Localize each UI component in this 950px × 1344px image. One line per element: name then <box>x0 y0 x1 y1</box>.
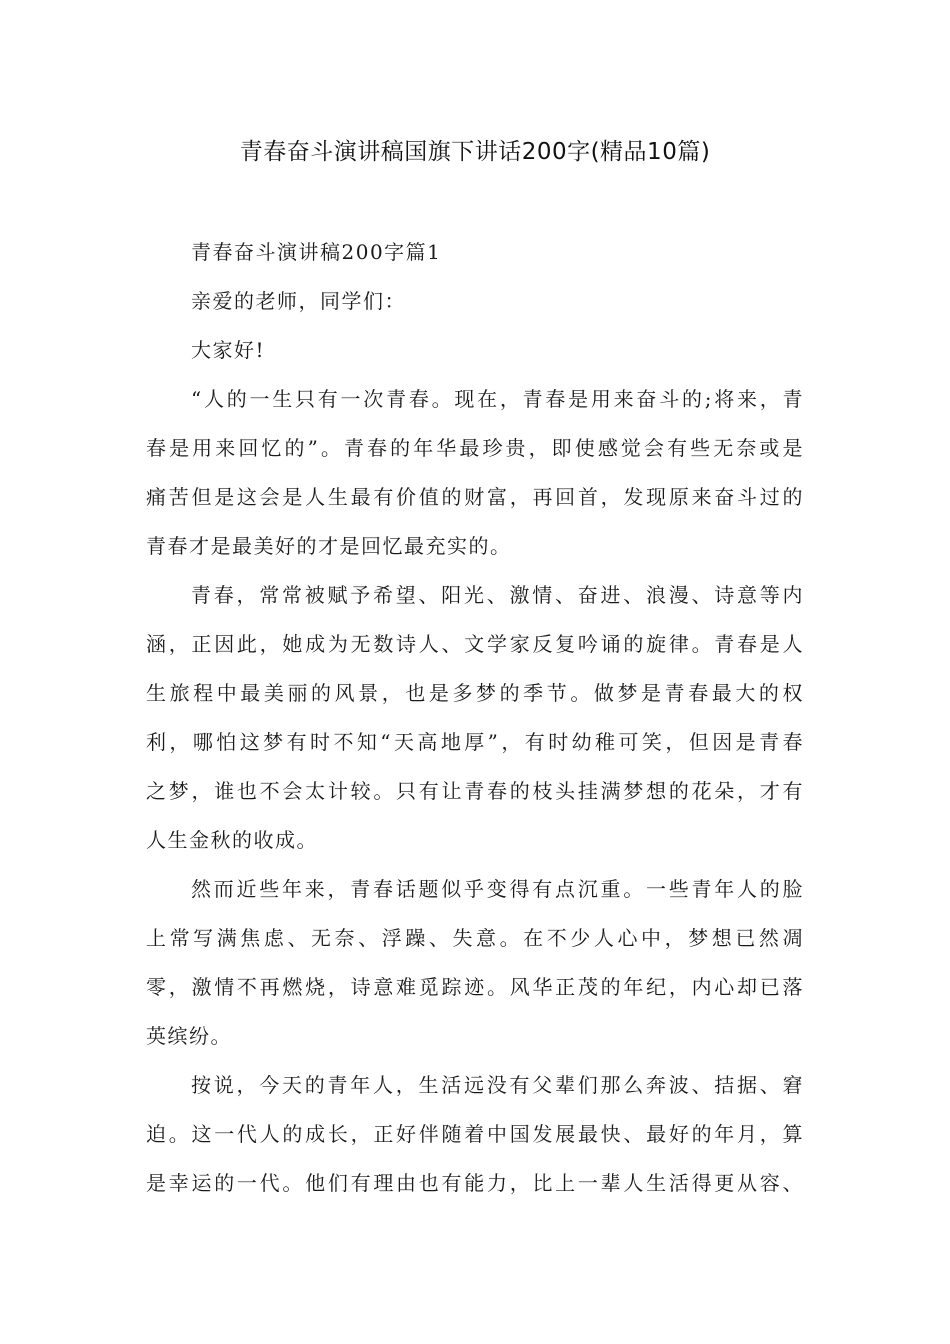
text-line: 涵，正因此，她成为无数诗人、文学家反复吟诵的旋律。青春是人 <box>146 632 804 656</box>
paragraph <box>146 228 804 277</box>
document-body <box>146 228 804 1208</box>
text-line: 然而近些年来，青春话题似乎变得有点沉重。一些青年人的脸 <box>191 877 804 901</box>
paragraph <box>146 571 804 865</box>
text-line: 利，哪怕这梦有时不知“天高地厚”，有时幼稚可笑，但因是青春 <box>146 730 804 754</box>
paragraph <box>146 865 804 1061</box>
text-line: 上常写满焦虑、无奈、浮躁、失意。在不少人心中，梦想已然凋 <box>146 926 804 950</box>
paragraph <box>146 1061 804 1208</box>
text-line: 按说，今天的青年人，生活远没有父辈们那么奔波、拮据、窘 <box>191 1073 804 1097</box>
paragraph <box>146 277 804 326</box>
text-line: 英缤纷。 <box>146 1024 232 1048</box>
text-line: 是幸运的一代。他们有理由也有能力，比上一辈人生活得更从容、 <box>146 1171 804 1195</box>
text-line: 痛苦但是这会是人生最有价值的财富，再回首，发现原来奋斗过的 <box>146 485 804 509</box>
text-line: “人的一生只有一次青春。现在，青春是用来奋斗的;将来，青 <box>191 387 804 411</box>
text-line: 之梦，谁也不会太计较。只有让青春的枝头挂满梦想的花朵，才有 <box>146 779 804 803</box>
text-line: 大家好! <box>191 338 266 362</box>
paragraph <box>146 326 804 375</box>
text-line: 生旅程中最美丽的风景，也是多梦的季节。做梦是青春最大的权 <box>146 681 804 705</box>
document-title: 青春奋斗演讲稿国旗下讲话200字(精品10篇) <box>239 139 711 165</box>
text-line: 青春奋斗演讲稿200字篇1 <box>191 240 442 264</box>
text-line: 春是用来回忆的”。青春的年华最珍贵，即使感觉会有些无奈或是 <box>146 436 804 460</box>
text-line: 青春才是最美好的才是回忆最充实的。 <box>146 534 512 558</box>
text-line: 青春，常常被赋予希望、阳光、激情、奋进、浪漫、诗意等内 <box>191 583 804 607</box>
text-line: 零，激情不再燃烧，诗意难觅踪迹。风华正茂的年纪，内心却已落 <box>146 975 804 999</box>
paragraph <box>146 375 804 571</box>
text-line: 迫。这一代人的成长，正好伴随着中国发展最快、最好的年月，算 <box>146 1122 804 1146</box>
text-line: 亲爱的老师，同学们： <box>191 289 406 313</box>
text-line: 人生金秋的收成。 <box>146 828 318 852</box>
